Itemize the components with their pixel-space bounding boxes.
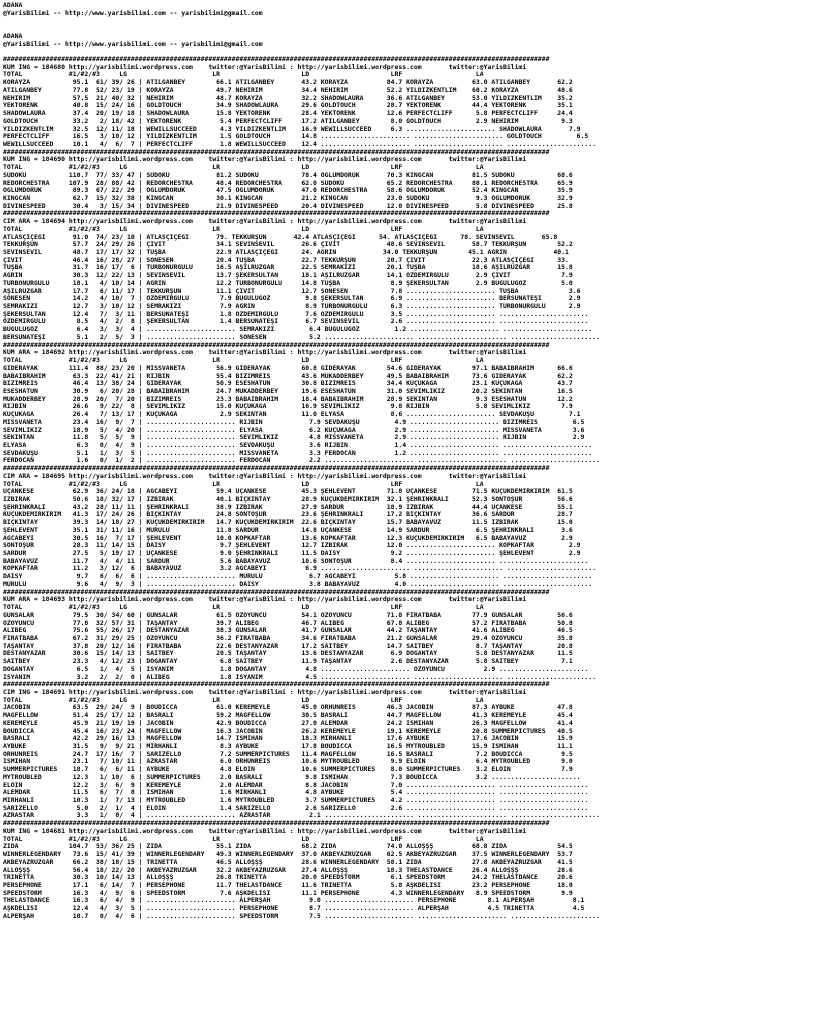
result-row: SEVDAKUŞU 5.1 1/ 3/ 5 | ....................... MISSVANETA 3.3 FERDOCAN 1.2 ....................... ....................... xyxy=(3,449,593,457)
result-row: ELYASA 6.3 0/ 4/ 9 | ....................... SEVDAKUŞU 3.6 RİJBİN 1.4 ....................... ....................... xyxy=(3,441,593,449)
result-row: DIVINESPEED 30.4 3/ 15/ 34 | DIVINESPEED 21.9 DIVINESPEED 20.4 DIVINESPEED 12.0 DIVINESPEED 5.8 DIVINESPEED 25.8 xyxy=(3,202,573,210)
result-row: SEVİMLİKIZ 18.9 5/ 4/ 20 | ....................... ELYASA 6.2 KÜÇÜKAĞA 2.9 ....................... MISSVANETA 3.6 xyxy=(3,426,585,434)
race-header: KUM ING = 184681 http://yarisbilimi.wordpress.com twitter:@YarisBilimi : http://yarisbilimi.wordpress.com twitter:@YarisBilimi xyxy=(3,827,527,835)
result-row: SARDUR 27.5 5/ 19/ 17 | UÇANKESE 9.0 ŞEHRİNKRALI 11.5 DAİSY 9.2 ....................... ŞEHLEVENT 2.9 xyxy=(3,550,581,558)
result-row: KÜÇÜKDEMİRKIRIM 41.3 17/ 24/ 26 | BIÇKINTAY 24.8 SONTOŞUR 23.6 ŞEHRİNKRALI 17.2 BIÇKINTAY 36.6 SARDUR 28.7 xyxy=(3,511,573,519)
result-row: AĞCABEYİ 30.5 16/ 7/ 17 | ŞEHLEVENT 10.0 KOPKAFTAR 13.6 KOPKAFTAR 12.3 KÜÇÜKDEMİRKIRIM 6.5 BABAYAVUZ 2.9 xyxy=(3,534,573,542)
contact-line: @YarisBilimi -- http://www.yarisbilimi.com -- yarisbilimi@gmail.com xyxy=(3,9,263,17)
result-row: MISSVANETA 23.4 16/ 9/ 7 | ....................... RİJBİN 7.9 SEVDAKUŞU 4.9 ....................... BİZİMREİS 6.5 xyxy=(3,418,585,426)
result-row: ESESHATUN 30.9 6/ 20/ 28 | BABAİBRAHİM 24.7 MUKADDERBEY 19.6 ESESHATUN 31.0 SEVİMLİKIZ 20.2 SEKİNTAN 16.5 xyxy=(3,387,573,395)
result-row: SARIZELLO 5.0 2/ 1/ 4 | ELOIN 1.4 SARIZELLO 2.6 SARIZELLO 2.6 ....................... ....................... xyxy=(3,804,589,812)
separator-line: ############################################################################################################################################# xyxy=(3,341,550,349)
result-row: BOUDICCA 45.4 16/ 23/ 24 | MAGFELLOW 16.3 JACOBIN 26.2 KEREMEYLE 19.1 KEREMEYLE 20.8 SUMMERPICTURES 40.5 xyxy=(3,727,573,735)
result-row: KÜÇÜKAĞA 26.4 7/ 13/ 17 | KÜÇÜKAĞA 2.9 SEKİNTAN 11.0 ELYASA 8.6 ....................... SEVDAKUŞU 7.1 xyxy=(3,411,581,419)
result-row: BASRALI 42.2 29/ 16/ 13 | MAGFELLOW 14.7 İSMİHAN 18.3 MİRHANLI 17.6 AYBÜKE 17.6 JACOBIN 15.9 xyxy=(3,735,573,743)
race-section xyxy=(3,820,819,920)
race-section xyxy=(3,149,819,211)
result-row: TUŞBA 31.7 16/ 17/ 6 | TURBONURGÜLÜ 16.5 AŞİLRÜZGAR 22.5 SEMRAKİZİ 20.1 TUŞBA 18.6 AŞİLRÜZGAR 15.8 xyxy=(3,264,573,272)
result-row: BABAİBRAHİM 63.3 22/ 41/ 21 | RİJBİN 55.4 BİZİMREİS 43.6 MUKADDERBEY 49.5 BABAİBRAHİM 73.6 GİDERAYAK 62.2 xyxy=(3,372,573,380)
result-row: AŞKDELİSİ 12.4 4/ 3/ 5 | ....................... PERSEPHONE 8.7 ....................... ALPERŞAH 4.5 TRİNETTA 4.5 xyxy=(3,905,585,913)
result-row: TEKKURŞUN 57.7 24/ 29/ 26 | ÇİVİT 34.1 SEVİNSEVİL 26.6 ÇİVİT 48.6 SEVİNSEVİL 58.7 TEKKURŞUN 52.2 xyxy=(3,241,573,249)
column-headers: TOTAL #1/#2/#3 LG LR LD LRF LA xyxy=(3,696,484,704)
result-row: ATILGANBEY 77.8 52/ 23/ 19 | KORAYZA 49.7 NEHİRİM 34.4 NEHİRİM 52.2 YILDIZKENTLİM 60.2 KORAYZA 48.6 xyxy=(3,86,573,94)
result-row: SEVİNSEVİL 48.7 17/ 17/ 32 | TUŞBA 22.9 ATLASÇİÇEĞİ 24. AĞRIN 34.0 TEKKURŞUN 45.1 AĞRIN 40.1 xyxy=(3,249,569,256)
result-row: KOPKAFTAR 11.2 3/ 12/ 6 | BABAYAVUZ 3.2 AĞCABEYİ 6.9 ....................... ....................... ....................... xyxy=(3,565,596,573)
result-row: YILDIZKENTLİM 32.5 12/ 11/ 18 | WEWILLSUCCEED 4.3 YILDIZKENTLİM 16.9 WEWILLSUCCEED 6.3 ....................... SHADOWLAURA 7.9 xyxy=(3,125,581,133)
column-headers: TOTAL #1/#2/#3 LG LR LD LRF LA xyxy=(3,604,484,612)
result-row: TRİNETTA 30.3 10/ 14/ 13 | ALLÖŞŞŞ 26.8 TRİNETTA 20.0 SPEEDSTORM 6.1 SPEEDSTORM 24.2 THELASTDANCE 20.6 xyxy=(3,874,573,882)
result-row: MAGFELLOW 51.4 25/ 17/ 12 | BASRALI 59.2 MAGFELLOW 30.5 BASRALI 44.7 MAGFELLOW 41.3 KEREMEYLE 45.4 xyxy=(3,712,573,720)
result-row: MÜRÜLÜ 9.6 4/ 9/ 3 | ....................... DAİSY 3.8 BABAYAVUZ 4.0 ....................... ....................... xyxy=(3,580,593,588)
result-row: ALPERŞAH 10.7 0/ 4/ 6 | ....................... SPEEDSTORM 7.5 ....................... ....................... ....................... xyxy=(3,912,600,920)
result-row: WINNERLEGENDARY 73.6 15/ 41/ 39 | WINNERLEGENDARY 49.3 WINNERLEGENDARY 37.0 AKBEYAZRÜZGAR 62.5 AKBEYAZRÜZGAR 37.5 WINNERLEGENDARY 53.7 xyxy=(3,851,573,859)
result-row: SUMMERPICTURES 18.7 6/ 6/ 11 | AYBÜKE 4.8 ELOIN 10.6 SUMMERPICTURES 8.0 SUMMERPICTURES 3.2 ELOIN 7.9 xyxy=(3,766,573,774)
race-header: KUM ARA = 184692 http://yarisbilimi.wordpress.com twitter:@YarisBilimi : http://yarisbilimi.wordpress.com twitter:@YarisBilimi xyxy=(3,349,527,357)
result-row: WEWILLSUCCEED 10.1 4/ 6/ 7 | PERFECTCLIFF 1.8 WEWILLSUCCEED 12.4 ....................... ....................... ....................... xyxy=(3,140,596,148)
contact-line: @YarisBilimi -- http://www.yarisbilimi.com -- yarisbilimi@gmail.com xyxy=(3,40,263,48)
separator-line: ############################################################################################################################################# xyxy=(3,210,550,218)
result-row: PERFECTCLIFF 16.5 3/ 10/ 12 | YILDIZKENTLİM 1.5 GOLDTOUCH 14.8 ....................... ....................... GOLDTOUCH 6.5 xyxy=(3,133,589,141)
result-row: YEKTORENK 40.8 15/ 24/ 16 | GOLDTOUCH 34.9 SHADOWLAURA 29.6 GOLDTOUCH 28.7 YEKTORENK 44.4 YEKTORENK 35.1 xyxy=(3,102,573,110)
race-section xyxy=(3,465,819,589)
result-row: İSMİHAN 23.1 7/ 10/ 11 | AZRASTAR 6.0 ORHUNREİS 10.6 MYTROUBLED 9.9 ELOIN 6.4 MYTROUBLED 9.0 xyxy=(3,758,573,766)
column-headers: TOTAL #1/#2/#3 LG LR LD LRF LA xyxy=(3,225,484,233)
column-headers: TOTAL #1/#2/#3 LG LR LD LRF LA xyxy=(3,164,484,172)
result-row: ALEMDAR 11.5 6/ 7/ 8 | İSMİHAN 1.6 MİRHANLI 4.8 AYBÜKE 5.4 ....................... ....................... xyxy=(3,789,589,797)
result-row: MYTROUBLED 12.3 1/ 10/ 6 | SUMMERPICTURES 2.0 BASRALI 9.8 İSMİHAN 7.3 BOUDICCA 3.2 ....................... xyxy=(3,773,581,781)
result-row: MİRHANLI 10.3 1/ 7/ 13 | MYTROUBLED 1.6 MYTROUBLED 3.7 SUMMERPICTURES 4.2 ....................... ....................... xyxy=(3,797,589,805)
result-row: ÖZDEMİRGÜLÜ 8.5 4/ 2/ 8 | ŞEKERSULTAN 1.4 BERSUNATEŞİ 6.7 SEVİNSEVİL 2.6 ....................... ....................... xyxy=(3,318,589,326)
race-section xyxy=(3,342,819,466)
race-header: KUM ING = 184690 http://yarisbilimi.wordpress.com twitter:@YarisBilimi : http://yarisbilimi.wordpress.com twitter:@YarisBilimi xyxy=(3,156,527,164)
document-header xyxy=(3,2,819,56)
result-row: OĞLUMDORUK 89.3 67/ 22/ 29 | OĞLUMDORUK 47.5 OĞLUMDORUK 47.0 REDORCHESTRA 58.6 OĞLUMDORUK 52.4 KINGCAN 35.9 xyxy=(3,187,573,195)
race-section xyxy=(3,681,819,820)
result-row: SAİTBEY 23.3 4/ 12/ 23 | DOĞANTAY 6.8 SAİTBEY 11.9 TAŞANTAY 2.6 DESTANYAZAR 5.8 SAİTBEY 7.1 xyxy=(3,658,573,666)
result-row: KORAYZA 95.1 61/ 39/ 26 | ATILGANBEY 66.1 ATILGANBEY 43.2 KORAYZA 84.7 KORAYZA 63.0 ATILGANBEY 62.2 xyxy=(3,79,573,87)
result-row: ATLASÇİÇEĞİ 91.0 74/ 23/ 10 | ATLASÇİÇEĞİ 79. TEKKURŞUN 42.4 ATLASÇİÇEĞİ 54. ATLASÇİÇEĞİ 78. SEVİNSEVİL 65.8 xyxy=(3,233,558,241)
blank-line xyxy=(3,48,819,56)
race-header: CIM ARA = 184695 http://yarisbilimi.wordpress.com twitter:@YarisBilimi : http://yarisbilimi.wordpress.com twitter:@YarisBilimi xyxy=(3,472,527,480)
result-row: REDORCHESTRA 107.9 28/ 88/ 42 | REDORCHESTRA 48.4 REDORCHESTRA 62.0 SUDOKU 65.2 REDORCHESTRA 80.1 REDORCHESTRA 65.9 xyxy=(3,179,573,187)
race-header: CIM ARA = 184694 http://yarisbilimi.wordpress.com twitter:@YarisBilimi : http://yarisbilimi.wordpress.com twitter:@YarisBilimi xyxy=(3,218,527,226)
result-row: RİJBİN 26.6 9/ 22/ 8 | SEVİMLİKIZ 15.0 KÜÇÜKAĞA 16.9 SEVİMLİKIZ 9.8 RİJBİN 5.8 SEVİMLİKIZ 7.9 xyxy=(3,403,573,411)
result-row: AĞRIN 30.3 12/ 22/ 13 | SEVİNSEVİL 13.7 ŞEKERSULTAN 18.1 AŞİLRÜZGAR 14.1 ÖZDEMİRGÜLÜ 2.9 ÇİVİT 7.9 xyxy=(3,272,573,280)
column-headers: TOTAL #1/#2/#3 LG LR LD LRF LA xyxy=(3,357,484,365)
result-row: AYBÜKE 31.5 9/ 9/ 21 | MİRHANLI 8.3 AYBÜKE 17.8 BOUDICCA 16.5 MYTROUBLED 15.9 İSMİHAN 11.1 xyxy=(3,743,573,750)
result-row: AŞİLRÜZGAR 17.7 6/ 11/ 17 | TEKKURŞUN 11.1 ÇİVİT 12.7 SONESEN 7.8 ....................... TUŞBA 3.6 xyxy=(3,287,581,295)
result-row: THELASTDANCE 16.3 6/ 4/ 9 | ....................... ALPERŞAH 9.0 ....................... PERSEPHONE 8.1 ALPERŞAH 8.1 xyxy=(3,897,585,905)
race-section xyxy=(3,210,819,341)
result-row: BERSUNATEŞİ 5.1 2/ 5/ 3 | ....................... SONESEN 5.2 ....................... ....................... ....................... xyxy=(3,333,600,341)
race-header: KUM ING = 184680 http://yarisbilimi.wordpress.com twitter:@YarisBilimi : http://yarisbilimi.wordpress.com twitter:@YarisBilimi xyxy=(3,63,527,71)
result-row: UÇANKESE 62.9 36/ 24/ 18 | AĞCABEYİ 59.4 UÇANKESE 45.3 ŞEHLEVENT 71.8 UÇANKESE 71.5 KÜÇÜKDEMİRKIRIM 61.5 xyxy=(3,488,573,496)
separator-line: ############################################################################################################################################# xyxy=(3,588,550,596)
result-row: KINGCAN 62.7 15/ 32/ 38 | KINGCAN 30.1 KINGCAN 21.2 KINGCAN 23.0 SUDOKU 9.3 OĞLUMDORUK 32.9 xyxy=(3,194,573,202)
result-row: İSYANIM 3.2 2/ 2/ 0 | ALİBEĞ 1.8 İSYANIM 4.5 ....................... ....................... ....................... xyxy=(3,673,596,681)
city-title: ADANA xyxy=(3,2,23,9)
result-row: GOLDTOUCH 33.2 2/ 18/ 42 | YEKTORENK 5.4 PERFECTCLIFF 17.2 ATILGANBEY 8.0 GOLDTOUCH 2.9 NEHİRİM 9.3 xyxy=(3,117,573,125)
result-row: DAİSY 9.7 6/ 6/ 6 | ....................... MÜRÜLÜ 6.7 AĞCABEYİ 5.8 ....................... ....................... xyxy=(3,573,593,581)
result-row: BIÇKINTAY 39.3 14/ 18/ 27 | KÜÇÜKDEMİRKIRIM 14.7 KÜÇÜKDEMİRKIRIM 22.6 BIÇKINTAY 15.7 BABAYAVUZ 11.5 İZBİRAK 15.0 xyxy=(3,519,573,527)
result-row: NEHİRİM 57.5 21/ 40/ 32 | NEHİRİM 48.7 KORAYZA 32.2 SHADOWLAURA 36.6 ATILGANBEY 53.0 YILDIZKENTLİM 35.2 xyxy=(3,94,573,102)
race-header: CIM ING = 184691 http://yarisbilimi.wordpress.com twitter:@YarisBilimi : http://yarisbilimi.wordpress.com twitter:@YarisBilimi xyxy=(3,688,527,696)
result-row: KEREMEYLE 45.9 21/ 19/ 19 | JACOBIN 42.9 BOUDICCA 27.0 ALEMDAR 24.2 İSMİHAN 26.3 MAGFELLOW 41.4 xyxy=(3,719,573,727)
result-row: AKBEYAZRÜZGAR 66.2 38/ 18/ 15 | TRİNETTA 46.5 ALLÖŞŞŞ 28.6 WINNERLEGENDARY 58.1 ZIDA 27.8 AKBEYAZRÜZGAR 41.5 xyxy=(3,858,573,866)
result-row: SPEEDSTORM 16.3 4/ 9/ 6 | SPEEDSTORM 7.6 AŞKDELİSİ 11.1 PERSEPHONE 4.3 WINNERLEGENDARY 8.9 SPEEDSTORM 9.9 xyxy=(3,889,573,897)
result-row: GİDERAYAK 111.4 88/ 23/ 20 | MISSVANETA 56.9 GİDERAYAK 60.8 GİDERAYAK 54.6 GİDERAYAK 97.1 BABAİBRAHİM 66.6 xyxy=(3,364,573,372)
result-row: DESTANYAZAR 30.6 15/ 14/ 13 | SAİTBEY 20.5 TAŞANTAY 13.6 DESTANYAZAR 6.9 DOĞANTAY 5.8 DESTANYAZAR 11.5 xyxy=(3,650,573,658)
result-row: SONTOŞUR 28.3 11/ 14/ 15 | DAİSY 9.7 ŞEHLEVENT 12.7 İZBİRAK 12.0 ....................... KOPKAFTAR 2.9 xyxy=(3,542,581,550)
result-row: TURBONURGÜLÜ 18.1 4/ 10/ 14 | AĞRIN 12.2 TURBONURGÜLÜ 14.8 TUŞBA 8.9 ŞEKERSULTAN 2.9 BUĞULUGÖZ 5.0 xyxy=(3,279,573,287)
result-row: MUKADDERBEY 28.9 20/ 7/ 20 | BİZİMREİS 23.3 BABAİBRAHİM 18.4 BABAİBRAHİM 28.9 SEKİNTAN 9.3 ESESHATUN 12.2 xyxy=(3,395,573,403)
result-row: SUDOKU 110.7 77/ 33/ 47 | SUDOKU 81.2 SUDOKU 78.4 OĞLUMDORUK 70.3 KINGCAN 81.5 SUDOKU 68.6 xyxy=(3,171,573,179)
blank-line xyxy=(3,25,819,33)
result-row: ÖZOYUNCU 77.8 32/ 57/ 31 | TAŞANTAY 39.7 ALİBEĞ 46.7 ALİBEĞ 67.8 ALİBEĞ 57.2 FIRATBABA 50.8 xyxy=(3,619,573,627)
result-row: ŞEKERSULTAN 12.4 7/ 3/ 11 | BERSUNATEŞİ 1.8 ÖZDEMİRGÜLÜ 7.6 ÖZDEMİRGÜLÜ 3.5 ....................... ....................... xyxy=(3,310,589,318)
separator-line: ############################################################################################################################################# xyxy=(3,148,550,156)
result-row: JACOBIN 63.5 29/ 24/ 9 | BOUDICCA 61.0 KEREMEYLE 45.0 ORHUNREİS 46.3 JACOBIN 87.3 AYBÜKE 47.8 xyxy=(3,704,573,712)
result-row: SEMRAKİZİ 12.7 3/ 10/ 12 | SEMRAKİZİ 7.9 AĞRIN 8.9 TURBONURGÜLÜ 6.3 ....................... TURBONURGÜLÜ 2.9 xyxy=(3,303,581,311)
result-row: PERSEPHONE 17.1 6/ 14/ 7 | PERSEPHONE 11.7 THELASTDANCE 11.6 TRİNETTA 5.8 AŞKDELİSİ 23.2 PERSEPHONE 18.0 xyxy=(3,881,573,889)
result-row: BABAYAVUZ 11.7 4/ 4/ 11 | SARDUR 5.6 BABAYAVUZ 10.6 SONTOŞUR 8.4 ....................... ....................... xyxy=(3,557,589,565)
column-headers: TOTAL #1/#2/#3 LG LR LD LRF LA xyxy=(3,480,484,488)
result-row: ALİBEĞ 75.6 55/ 26/ 17 | DESTANYAZAR 38.3 GÜNSALAR 41.7 GÜNSALAR 44.2 TAŞANTAY 41.6 ALİBEĞ 46.5 xyxy=(3,627,573,635)
race-header: KUM ARA = 184693 http://yarisbilimi.wordpress.com twitter:@YarisBilimi : http://yarisbilimi.wordpress.com twitter:@YarisBilimi xyxy=(3,596,527,604)
city-title: ADANA xyxy=(3,32,23,40)
result-row: FERDOCAN 1.6 0/ 1/ 2 | ....................... FERDOCAN 2.2 ....................... ....................... ....................... xyxy=(3,457,600,465)
separator-line: ############################################################################################################################################# xyxy=(3,820,550,828)
result-row: BİZİMREİS 46.4 13/ 38/ 24 | GİDERAYAK 50.9 ESESHATUN 30.8 BİZİMREİS 34.4 KÜÇÜKAĞA 23.1 KÜÇÜKAĞA 43.7 xyxy=(3,380,573,388)
result-row: AZRASTAR 3.3 1/ 0/ 4 | ....................... AZRASTAR 2.1 ....................... ....................... ....................... xyxy=(3,812,600,820)
blank-line xyxy=(3,17,819,25)
column-headers: TOTAL #1/#2/#3 LG LR LD LRF LA xyxy=(3,835,484,843)
column-headers: TOTAL #1/#2/#3 LG LR LD LRF LA xyxy=(3,71,484,79)
result-row: FIRATBABA 67.2 31/ 29/ 25 | ÖZOYUNCU 36.2 FIRATBABA 34.6 FIRATBABA 21.2 GÜNSALAR 29.4 ÖZOYUNCU 35.8 xyxy=(3,634,573,642)
result-row: ŞEHRİNKRALI 43.2 28/ 11/ 11 | ŞEHRİNKRALI 38.9 İZBİRAK 27.9 SARDUR 18.9 İZBİRAK 44.4 UÇANKESE 55.1 xyxy=(3,503,573,511)
result-row: ÇİVİT 46.4 16/ 28/ 27 | SONESEN 20.4 TUŞBA 22.7 TEKKURŞUN 20.7 ÇİVİT 22.3 ATLASÇİÇEĞİ 33. xyxy=(3,256,569,264)
result-row: ORHUNREİS 24.7 17/ 16/ 7 | SARIZELLO 7.2 SUMMERPICTURES 11.4 MAGFELLOW 16.5 BASRALI 7.2 BOUDICCA 9.5 xyxy=(3,750,573,758)
result-row: GÜNSALAR 79.5 30/ 34/ 60 | GÜNSALAR 61.5 ÖZOYUNCU 54.1 ÖZOYUNCU 71.8 FIRATBABA 77.9 GÜNSALAR 56.6 xyxy=(3,611,573,619)
result-row: ZIDA 104.7 53/ 36/ 25 | ZIDA 55.1 ZIDA 68.2 ZIDA 74.0 ALLÖŞŞŞ 68.8 ZIDA 54.5 xyxy=(3,843,573,851)
result-row: SHADOWLAURA 37.4 20/ 19/ 18 | SHADOWLAURA 15.8 YEKTORENK 28.4 YEKTORENK 12.6 PERFECTCLIFF 5.8 PERFECTCLIFF 24.4 xyxy=(3,110,573,118)
result-row: DOĞANTAY 6.5 1/ 4/ 5 | İSYANIM 1.8 DOĞANTAY 4.8 ....................... ÖZOYUNCU 2.9 ....................... xyxy=(3,665,589,673)
result-row: BUĞULUGÖZ 6.4 3/ 3/ 4 | ....................... SEMRAKİZİ 6.4 BUĞULUGÖZ 1.2 ....................... ....................... xyxy=(3,326,593,334)
race-section xyxy=(3,56,819,149)
result-row: ELOIN 12.2 3/ 6/ 9 | KEREMEYLE 2.0 ALEMDAR 8.8 JACOBIN 7.0 ....................... ....................... xyxy=(3,781,589,789)
separator-line: ############################################################################################################################################# xyxy=(3,56,550,64)
race-section xyxy=(3,589,819,682)
result-row: SONESEN 14.2 4/ 10/ 7 | ÖZDEMİRGÜLÜ 7.9 BUĞULUGÖZ 9.8 ŞEKERSULTAN 6.9 ....................... BERSUNATEŞİ 2.9 xyxy=(3,295,581,303)
result-row: TAŞANTAY 37.8 20/ 12/ 16 | FIRATBABA 22.6 DESTANYAZAR 17.2 SAİTBEY 14.7 SAİTBEY 8.7 TAŞANTAY 20.8 xyxy=(3,642,573,650)
separator-line: ############################################################################################################################################# xyxy=(3,465,550,473)
separator-line: ############################################################################################################################################# xyxy=(3,681,550,689)
result-row: ŞEHLEVENT 35.1 31/ 11/ 16 | MÜRÜLÜ 11.8 SARDUR 14.8 UÇANKESE 14.9 SARDUR 6.5 ŞEHRİNKRALI 3.6 xyxy=(3,526,573,534)
result-row: SEKİNTAN 11.8 5/ 5/ 9 | ....................... SEVİMLİKIZ 4.8 MISSVANETA 2.9 ....................... RİJBİN 2.9 xyxy=(3,434,585,442)
result-row: ALLÖŞŞŞ 56.4 18/ 22/ 20 | AKBEYAZRÜZGAR 32.2 AKBEYAZRÜZGAR 27.4 ALLÖŞŞŞ 18.3 THELASTDANCE 26.4 ALLÖŞŞŞ 28.6 xyxy=(3,866,573,874)
race-sections xyxy=(3,56,819,921)
result-row: İZBİRAK 50.6 18/ 32/ 17 | İZBİRAK 40.1 BIÇKINTAY 28.9 KÜÇÜKDEMİRKIRIM 32.1 ŞEHRİNKRALI 52.3 SONTOŞUR 56.6 xyxy=(3,496,573,503)
